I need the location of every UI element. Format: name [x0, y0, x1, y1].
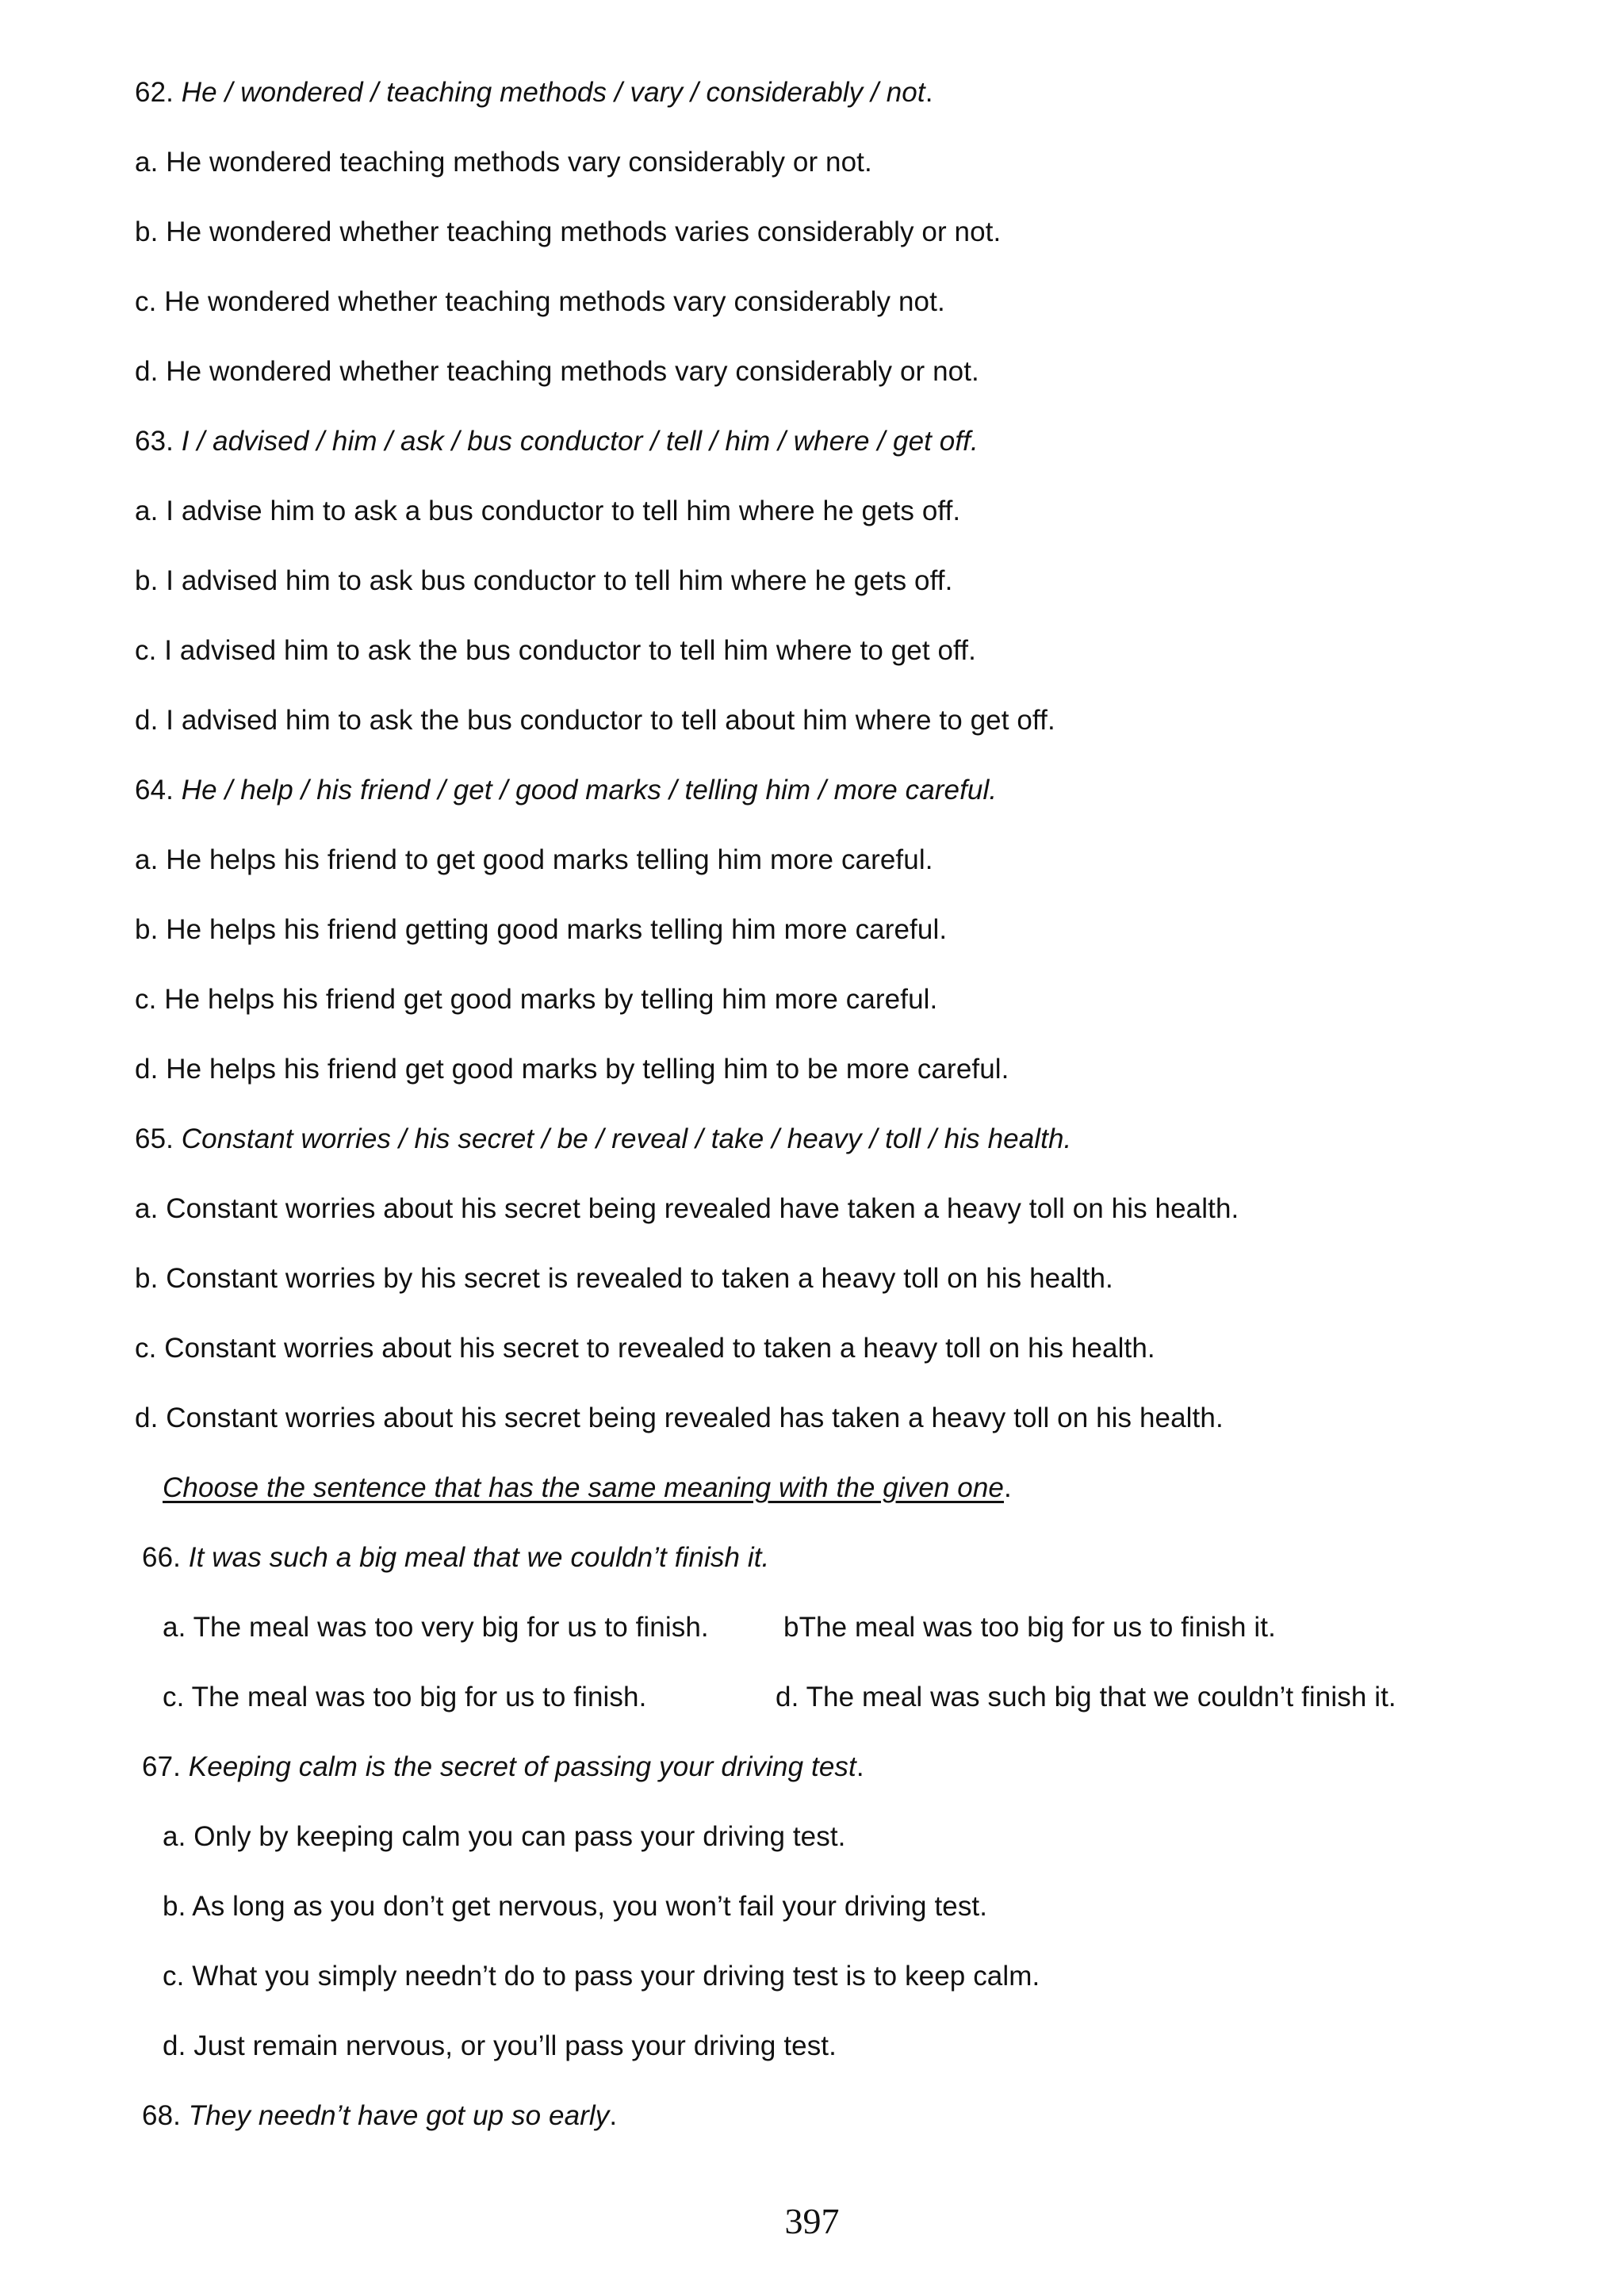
question-prompt-text: It was such a big meal that we couldn’t finish it.	[188, 1542, 770, 1573]
option-63d: d. I advised him to ask the bus conductor to tell about him where to get off.	[135, 705, 1055, 736]
option-66a: a. The meal was too very big for us to finish.	[163, 1612, 709, 1643]
option-64a: a. He helps his friend to get good marks telling him more careful.	[135, 844, 933, 875]
option-64c: c. He helps his friend get good marks by telling him more careful.	[135, 984, 938, 1015]
question-number: 62.	[135, 77, 182, 108]
option-64b: b. He helps his friend getting good marks telling him more careful.	[135, 914, 948, 945]
option-62a: a. He wondered teaching methods vary considerably or not.	[135, 147, 872, 178]
section-heading-text: Choose the sentence that has the same meaning with the given one	[163, 1472, 1004, 1503]
question-prompt-text: Keeping calm is the secret of passing your driving test	[188, 1751, 856, 1782]
option-65c: c. Constant worries about his secret to revealed to taken a heavy toll on his health.	[135, 1333, 1155, 1364]
question-number: 64.	[135, 775, 182, 806]
option-66c: c. The meal was too big for us to finish.	[163, 1682, 647, 1712]
option-63b: b. I advised him to ask bus conductor to tell him where he gets off.	[135, 565, 953, 596]
question-number: 65.	[135, 1123, 182, 1154]
question-67-prompt: 67. Keeping calm is the secret of passing your driving test.	[142, 1751, 864, 1782]
page-number: 397	[784, 2201, 840, 2241]
question-number: 63.	[135, 426, 182, 457]
option-65d: d. Constant worries about his secret being revealed has taken a heavy toll on his health.	[135, 1402, 1224, 1433]
question-prompt-text: They needn’t have got up so early	[188, 2100, 610, 2131]
option-62c: c. He wondered whether teaching methods vary considerably not.	[135, 286, 945, 317]
option-63a: a. I advise him to ask a bus conductor to tell him where he gets off.	[135, 496, 961, 526]
question-63-prompt	[135, 424, 979, 459]
question-66-prompt	[142, 1540, 769, 1575]
option-63c: c. I advised him to ask the bus conductor to tell him where to get off.	[135, 635, 976, 666]
question-prompt-text: He / help / his friend / get / good marks / telling him / more careful.	[181, 775, 998, 806]
option-65a: a. Constant worries about his secret being revealed have taken a heavy toll on his health.	[135, 1193, 1239, 1224]
question-65-prompt	[135, 1122, 1071, 1157]
question-number: 67.	[142, 1751, 189, 1782]
question-68-prompt: 68. They needn’t have got up so early.	[142, 2100, 618, 2131]
question-prompt-text: I / advised / him / ask / bus conductor / tell / him / where / get off.	[181, 426, 979, 457]
option-62b: b. He wondered whether teaching methods varies considerably or not.	[135, 216, 1002, 247]
option-66d: d. The meal was such big that we couldn’t finish it.	[776, 1682, 1396, 1712]
question-64-prompt	[135, 773, 997, 808]
question-number: 68.	[142, 2100, 189, 2131]
option-62d: d. He wondered whether teaching methods vary considerably or not.	[135, 356, 979, 387]
option-67d: d. Just remain nervous, or you’ll pass your driving test.	[163, 2030, 837, 2061]
option-67a: a. Only by keeping calm you can pass your driving test.	[163, 1821, 846, 1852]
question-prompt-text: He / wondered / teaching methods / vary / considerably / not	[181, 77, 925, 108]
question-number: 66.	[142, 1542, 189, 1573]
question-prompt-text: Constant worries / his secret / be / reveal / take / heavy / toll / his health.	[181, 1123, 1072, 1154]
option-66b: bThe meal was too big for us to finish it.	[783, 1612, 1276, 1643]
option-67b: b. As long as you don’t get nervous, you won’t fail your driving test.	[163, 1891, 988, 1922]
option-65b: b. Constant worries by his secret is revealed to taken a heavy toll on his health.	[135, 1263, 1113, 1294]
option-67c: c. What you simply needn’t do to pass your driving test is to keep calm.	[163, 1961, 1040, 1992]
option-64d: d. He helps his friend get good marks by telling him to be more careful.	[135, 1054, 1009, 1085]
section-heading: Choose the sentence that has the same meaning with the given one.	[163, 1472, 1012, 1503]
question-62-prompt: 62. He / wondered / teaching methods / vary / considerably / not.	[135, 77, 933, 108]
